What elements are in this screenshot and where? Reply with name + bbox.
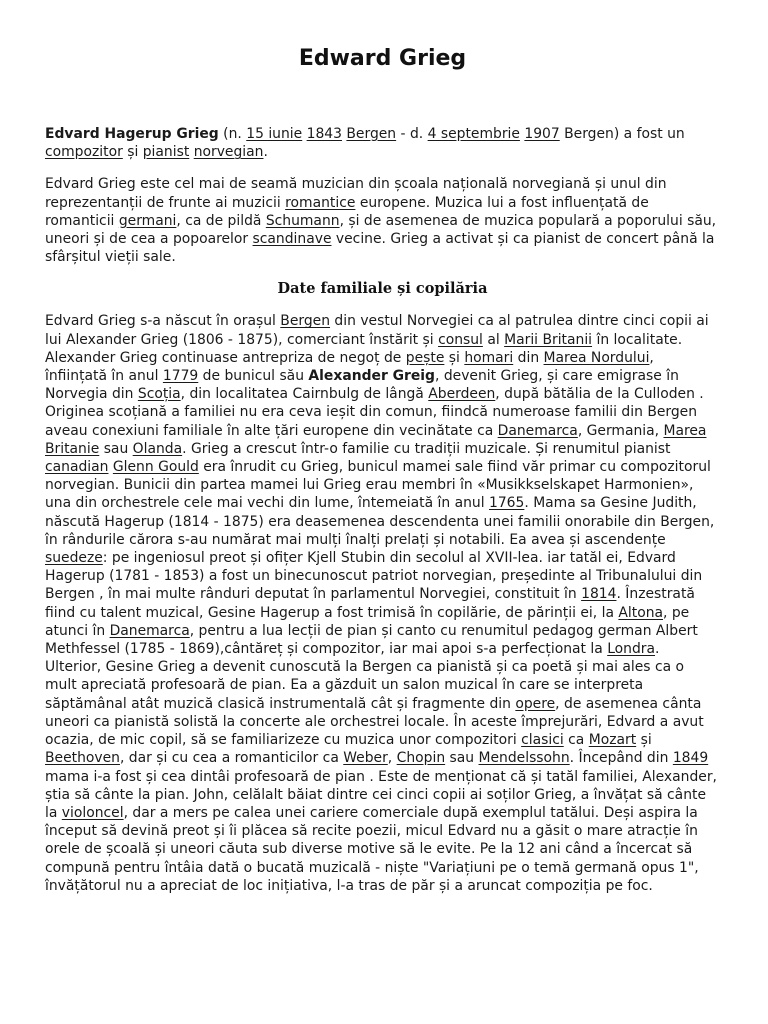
page-title: Edward Grieg bbox=[298, 46, 467, 71]
wiki-link[interactable]: clasici bbox=[521, 732, 564, 749]
text-run: , de asemenea cânta uneori ca pianistă solistă la concerte ale orchestrei locale. În aceste împrejurări, Edvard a avut ocazia, de mic copil, să se familiarizeze cu muzica unor compozitori bbox=[45, 695, 704, 749]
text-run: , Germania, bbox=[577, 422, 664, 439]
wiki-link[interactable]: 15 iunie bbox=[246, 126, 303, 142]
text-run: în localitate. Alexander Grieg continuase antrepriza de negoț de bbox=[45, 331, 683, 366]
intro-paragraph bbox=[45, 125, 720, 161]
text-run: . Înzestrată fiind cu talent muzical, Gesine Hagerup a fost trimisă în copilărie, de părinții ei, la bbox=[45, 586, 695, 621]
wiki-link[interactable]: Olanda bbox=[132, 440, 183, 457]
wiki-link[interactable]: romantice bbox=[285, 194, 356, 211]
text-run: - d. bbox=[396, 126, 428, 142]
wiki-link[interactable]: Altona bbox=[618, 604, 664, 621]
wiki-link[interactable]: Chopin bbox=[396, 750, 446, 767]
wiki-link[interactable]: 1907 bbox=[524, 126, 560, 142]
text-run: , înființată în anul bbox=[45, 349, 654, 385]
wiki-link[interactable]: Danemarca bbox=[497, 422, 578, 439]
section-heading: Date familiale și copilăria bbox=[277, 280, 488, 298]
wiki-link[interactable]: Marii Britanii bbox=[504, 331, 593, 348]
wiki-link[interactable]: Glenn Gould bbox=[112, 459, 199, 476]
wiki-link[interactable]: Londra bbox=[607, 641, 656, 658]
wiki-link[interactable]: 1814 bbox=[581, 586, 617, 603]
text-run: europene. Muzica lui a fost influențată de romanticii bbox=[45, 194, 649, 229]
wiki-link[interactable]: 4 septembrie bbox=[427, 126, 520, 142]
text-run: , pentru a lua lecții de pian și canto cu renumitul pedagog german Albert Methfessel (1785 - 1869),cântăreț și compozitor, iar mai apoi s-a perfecționat la bbox=[45, 622, 698, 658]
wiki-link[interactable]: Schumann bbox=[265, 212, 340, 229]
text-run: . Ulterior, Gesine Grieg a devenit cunoscută la Bergen ca pianistă și ca poetă și mai ales ca o mult apreciată profesoară de pian. Ea a găzduit un salon muzical în care se interpreta săptămânal atât muzică clasică instrumentală cât și fragmente din bbox=[45, 641, 685, 712]
wiki-link[interactable]: 1765 bbox=[489, 495, 525, 512]
text-run: , după bătălia de la Culloden . Originea scoțiană a familiei nu era ceva ieșit din comun, fiindcă numeroase familii din Bergen aveau conexiuni familiale în alte țări europene din vecinătate ca bbox=[45, 386, 704, 439]
text-run: (n. bbox=[218, 126, 247, 142]
wiki-link[interactable]: scandinave bbox=[252, 231, 332, 248]
text-run: , bbox=[387, 750, 397, 767]
text-run: sau bbox=[445, 750, 479, 767]
lead-paragraph bbox=[45, 175, 720, 266]
wiki-link[interactable]: suedeze bbox=[45, 550, 103, 567]
wiki-link[interactable]: norvegian bbox=[193, 144, 264, 161]
text-run: din vestul Norvegiei ca al patrulea dintre cinci copii ai lui Alexander Grieg (1806 - 1875), comerciant înstărit și bbox=[45, 313, 709, 348]
wiki-link[interactable]: canadian bbox=[45, 459, 109, 476]
wiki-link[interactable]: consul bbox=[438, 331, 483, 348]
text-run: al bbox=[482, 331, 505, 348]
bold-text: Edvard Hagerup Grieg bbox=[45, 126, 219, 142]
text-run: sau bbox=[99, 440, 133, 457]
text-run: și bbox=[444, 349, 465, 366]
text-run: Bergen) a fost un bbox=[559, 126, 685, 142]
wiki-link[interactable]: Scoția bbox=[137, 386, 181, 403]
wiki-link[interactable]: Aberdeen bbox=[428, 386, 496, 403]
wiki-link[interactable]: opere bbox=[515, 695, 556, 712]
wiki-link[interactable]: 1779 bbox=[162, 368, 199, 385]
text-run: , și de asemenea de muzica populară a poporului său, uneori și de cea a popoarelor bbox=[45, 212, 717, 248]
text-run: , ca de pildă bbox=[176, 212, 266, 229]
text-run: , din localitatea Cairnbulg de lângă bbox=[180, 386, 429, 403]
text-run: . bbox=[263, 144, 268, 161]
text-run: vecine. Grieg a activat și ca pianist de concert până la sfârșitul vieții sale. bbox=[45, 231, 715, 266]
body-paragraph bbox=[45, 312, 720, 895]
wiki-link[interactable]: Weber bbox=[343, 750, 388, 767]
wiki-link[interactable]: compozitor bbox=[45, 144, 123, 161]
wiki-link[interactable]: homari bbox=[464, 349, 514, 366]
wiki-link[interactable]: 1849 bbox=[672, 750, 709, 767]
text-run: mama i-a fost și cea dintâi profesoară de pian . Este de menționat că și tatăl familiei, Alexander, știa să cânte la pian. John, celălalt băiat dintre cei cinci copii ai soților Grieg, a învățat să cânte la bbox=[45, 768, 717, 821]
text-run: de bunicul său bbox=[198, 368, 309, 385]
wiki-link[interactable]: Beethoven bbox=[45, 750, 120, 767]
text-run: . Grieg a crescut într-o familie cu tradiții muzicale. Și renumitul pianist bbox=[182, 440, 671, 457]
text-run: : pe ingeniosul preot și ofițer Kjell Stubin din secolul al XVII-lea. iar tatăl ei, Edvard Hagerup (1781 - 1853) a fost un binecunoscut patriot norvegian, președinte al Tribunalului din Bergen , în mai multe rânduri deputat în parlamentul Norvegiei, constituit în bbox=[45, 550, 703, 603]
wiki-link[interactable]: Bergen bbox=[346, 126, 397, 142]
text-run: Edvard Grieg este cel mai de seamă muzician din școala națională norvegiană și unul din reprezentanții de frunte ai muzicii bbox=[45, 176, 667, 211]
text-run: era înrudit cu Grieg, bunicul mamei sale fiind văr primar cu compozitorul norvegian. Bunicii din partea mamei lui Grieg erau membri în «Musikkselskapet Harmonien», una din orchestrele cele mai vechi din lume, întemeiată în anul bbox=[45, 459, 711, 512]
wiki-link[interactable]: germani bbox=[118, 212, 177, 229]
wiki-link[interactable]: violoncel bbox=[61, 804, 124, 821]
wiki-link[interactable]: Bergen bbox=[280, 313, 331, 330]
text-run: ca bbox=[563, 732, 589, 749]
wiki-link[interactable]: Mendelssohn bbox=[478, 750, 570, 767]
text-run: . Începând din bbox=[569, 750, 673, 767]
text-run: , dar a mers pe calea unei cariere comerciale după exemplul tatălui. Deși aspira la început să devină preot și îi plăcea să recite poezii, micul Edvard nu a găsit o mare atracție în orele de școală și uneori căuta sub diverse motive să le evite. Pe la 12 ani când a încercat să compună pentru întâia dată o bucată muzicală - niște "Variațiuni pe o temă germană opus 1", învățătorul nu a apreciat de loc inițiativa, l-a tras de păr și a aruncat compoziția pe foc. bbox=[45, 804, 699, 894]
text-run: , pe atunci în bbox=[45, 604, 690, 639]
text-run: , devenit Grieg, și care emigrase în Norvegia din bbox=[45, 368, 679, 403]
text-run: . Mama sa Gesine Judith, născută Hagerup (1814 - 1875) era deasemenea descendenta unei familii onorabile din Bergen, în rândurile cărora s-au numărat mai mulți înalți prelați și notabili. Ea avea și ascendențe bbox=[45, 495, 715, 548]
wiki-link[interactable]: Marea Britanie bbox=[45, 422, 707, 457]
wiki-link[interactable]: Marea Nordului bbox=[543, 349, 650, 366]
wiki-link[interactable]: pește bbox=[405, 349, 445, 366]
text-run: și bbox=[636, 732, 652, 749]
text-run: , dar și cu cea a romanticilor ca bbox=[119, 750, 344, 767]
bold-text: Alexander Greig bbox=[308, 368, 436, 385]
wiki-link[interactable]: pianist bbox=[142, 144, 190, 161]
wiki-link[interactable]: Mozart bbox=[588, 732, 637, 749]
wiki-link[interactable]: Danemarca bbox=[109, 622, 190, 639]
text-run: Edvard Grieg s-a născut în orașul bbox=[45, 313, 281, 330]
wiki-link[interactable]: 1843 bbox=[306, 126, 342, 142]
text-run: din bbox=[513, 349, 544, 366]
text-run: și bbox=[122, 144, 143, 161]
